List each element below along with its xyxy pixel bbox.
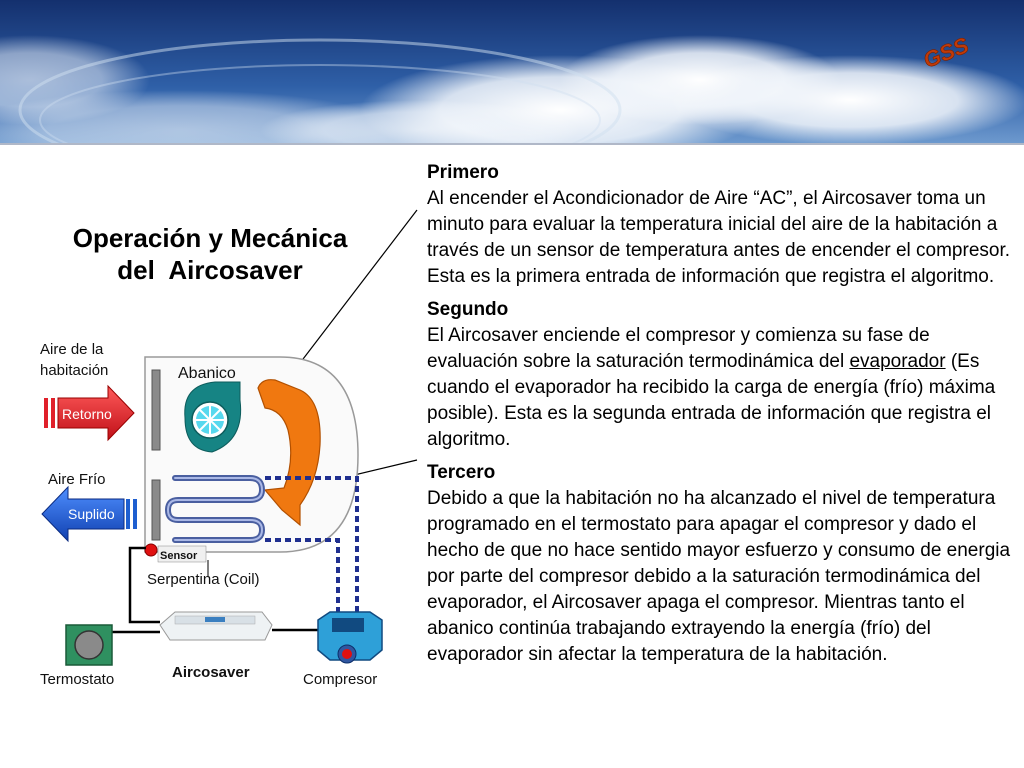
ac-unit-diagram <box>0 320 420 760</box>
aircosaver-diagram <box>0 320 420 760</box>
section-heading: Primero <box>427 162 499 183</box>
title-line-1: Operación y Mecánica <box>72 223 348 253</box>
filter-bar-top <box>152 370 160 450</box>
sensor-dot-icon <box>145 544 157 556</box>
thermostat-label: Termostato <box>40 671 115 688</box>
room-air-label-line2: habitación <box>40 362 109 379</box>
explanation-panel <box>427 160 1019 675</box>
room-air-label-line1: Aire de la <box>40 341 104 358</box>
section-body <box>427 323 1019 453</box>
return-label: Retorno <box>62 406 112 422</box>
compressor-label: Compresor <box>303 671 378 688</box>
section-body: Al encender el Acondicionador de Aire “AC”, el Aircosaver toma un minuto para evaluar la temperatura inicial del aire de la habitación a través de un sensor de temperatura antes de encender el compresor. Esta es la primera entrada de información que registra el algoritmo. <box>427 188 1011 287</box>
sensor-label: Sensor <box>160 550 198 562</box>
filter-bar-bottom <box>152 480 160 540</box>
cold-air-label: Aire Frío <box>48 471 106 488</box>
svg-text:GSS: GSS <box>919 32 973 72</box>
compressor-icon <box>318 612 382 663</box>
title-line-2: del Aircosaver <box>117 255 303 285</box>
section-segundo <box>427 297 1019 453</box>
section-heading: Segundo <box>427 299 509 320</box>
aircosaver-label: Aircosaver <box>172 664 250 681</box>
coil-label: Serpentina (Coil) <box>147 571 260 588</box>
evaporador-term: evaporador <box>849 351 946 372</box>
fan-label: Abanico <box>178 365 236 382</box>
section-body-after: (Es cuando el evaporador ha recibido la carga de energía (frío) máxima posible). Esta es la segunda entrada de información que registra el algoritmo. <box>427 351 996 450</box>
section-heading: Tercero <box>427 462 496 483</box>
section-primero <box>427 160 1019 290</box>
section-tercero <box>427 460 1019 668</box>
section-body-before: El Aircosaver enciende el compresor y comienza su fase de evaluación sobre la saturación termodinámica del <box>427 325 930 372</box>
aircosaver-device-icon <box>160 612 272 640</box>
thermostat-icon <box>66 625 112 665</box>
section-body: Debido a que la habitación no ha alcanzado el nivel de temperatura programado en el termostato para apagar el compresor y dado el hecho de que no hace sentido mayor esfuerzo y consumo de energia por parte del compresor debido a la saturación termodinámica del evaporador, el Aircosaver apaga el compresor. Mientras tanto el abanico continúa trabajando extrayendo la energía (frío) del evaporador sin afectar la temperatura de la habitación. <box>427 488 1011 665</box>
supply-label: Suplido <box>68 506 115 522</box>
